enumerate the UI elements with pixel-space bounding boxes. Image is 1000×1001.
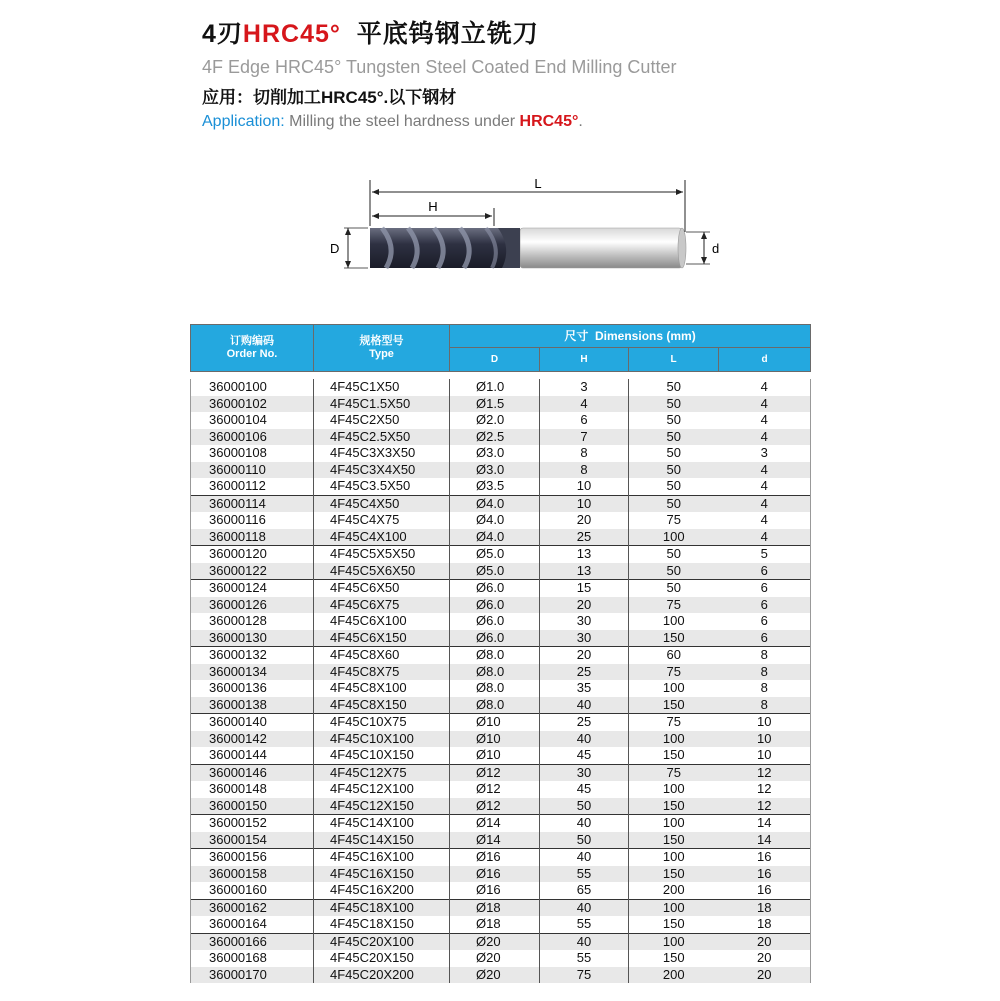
cell-d: Ø6.0 [450,597,540,614]
cell-type: 4F45C3X4X50 [314,462,450,479]
cell-h: 8 [540,462,629,479]
cell-h: 30 [540,613,629,630]
table-row [191,916,811,933]
cell-d-shank: 6 [719,613,811,630]
end-mill-drawing [320,170,740,280]
cell-d-shank: 12 [719,781,811,798]
cell-d-shank: 8 [719,647,811,664]
cell-l: 100 [629,815,719,832]
cell-d-shank: 10 [719,731,811,748]
cell-type: 4F45C14X150 [314,832,450,849]
cell-order: 36000150 [191,798,314,815]
cell-l: 50 [629,412,719,429]
cell-d: Ø5.0 [450,546,540,563]
cell-d-shank: 6 [719,597,811,614]
cell-l: 50 [629,478,719,495]
cell-l: 100 [629,613,719,630]
cell-h: 10 [540,478,629,495]
cell-order: 36000152 [191,815,314,832]
cell-d-shank: 16 [719,882,811,899]
cell-type: 4F45C6X150 [314,630,450,647]
cell-order: 36000160 [191,882,314,899]
cell-h: 40 [540,731,629,748]
cell-d-shank: 12 [719,798,811,815]
cell-type: 4F45C12X100 [314,781,450,798]
cell-order: 36000110 [191,462,314,479]
header-type [314,325,450,372]
cell-l: 50 [629,429,719,446]
table-row [191,563,811,580]
cell-d-shank: 4 [719,512,811,529]
cell-h: 40 [540,849,629,866]
cell-order: 36000102 [191,396,314,413]
cell-d: Ø16 [450,849,540,866]
cell-d: Ø20 [450,933,540,950]
cell-d: Ø6.0 [450,613,540,630]
cell-l: 60 [629,647,719,664]
cell-type: 4F45C4X50 [314,495,450,512]
cell-h: 8 [540,445,629,462]
cell-d-shank: 10 [719,714,811,731]
header [202,14,676,131]
cell-type: 4F45C5X6X50 [314,563,450,580]
cell-h: 40 [540,899,629,916]
cell-order: 36000148 [191,781,314,798]
cell-d-shank: 10 [719,747,811,764]
end-mill-diagram [320,170,740,285]
cell-l: 50 [629,445,719,462]
cell-d-shank: 16 [719,849,811,866]
cell-d: Ø20 [450,950,540,967]
table-row [191,429,811,446]
header-dimensions: 尺寸 Dimensions (mm) [450,325,811,348]
cell-l: 75 [629,597,719,614]
cell-h: 55 [540,866,629,883]
cell-order: 36000112 [191,478,314,495]
cell-type: 4F45C10X150 [314,747,450,764]
cell-d-shank: 18 [719,899,811,916]
cell-l: 150 [629,916,719,933]
cell-l: 100 [629,731,719,748]
cell-d: Ø18 [450,899,540,916]
table-body [191,379,811,983]
header-D: D [450,348,540,372]
header-order-cn: 订购编码 [230,335,274,347]
table-row [191,664,811,681]
table-row [191,647,811,664]
table-row [191,747,811,764]
cell-type: 4F45C10X75 [314,714,450,731]
cell-type: 4F45C8X100 [314,680,450,697]
application-en [202,113,676,131]
cell-h: 20 [540,647,629,664]
table-row [191,714,811,731]
cell-l: 75 [629,664,719,681]
cell-d-shank: 4 [719,412,811,429]
table-row [191,412,811,429]
table-row [191,832,811,849]
cell-d-shank: 14 [719,815,811,832]
cell-h: 15 [540,580,629,597]
cell-h: 35 [540,680,629,697]
cell-l: 150 [629,630,719,647]
cell-type: 4F45C20X200 [314,967,450,984]
cell-h: 65 [540,882,629,899]
cell-type: 4F45C1X50 [314,379,450,396]
cell-order: 36000134 [191,664,314,681]
table-row [191,815,811,832]
spec-table-wrap [190,324,810,983]
cell-d-shank: 4 [719,396,811,413]
cell-d: Ø8.0 [450,697,540,714]
cell-l: 100 [629,933,719,950]
subtitle: 4F Edge HRC45° Tungsten Steel Coated End Milling Cutter [202,57,677,77]
cell-h: 40 [540,697,629,714]
cell-order: 36000158 [191,866,314,883]
cell-type: 4F45C4X100 [314,529,450,546]
table-row [191,546,811,563]
cell-d: Ø3.5 [450,478,540,495]
cell-d-shank: 3 [719,445,811,462]
table-row [191,899,811,916]
cell-type: 4F45C20X150 [314,950,450,967]
cell-d: Ø8.0 [450,664,540,681]
table-row [191,445,811,462]
cell-l: 50 [629,495,719,512]
table-row [191,613,811,630]
cell-d-shank: 20 [719,933,811,950]
table-row [191,849,811,866]
cell-h: 20 [540,597,629,614]
cell-d: Ø8.0 [450,647,540,664]
cell-d: Ø16 [450,882,540,899]
cell-order: 36000132 [191,647,314,664]
cell-type: 4F45C2X50 [314,412,450,429]
cell-l: 100 [629,781,719,798]
cell-d: Ø12 [450,781,540,798]
cell-l: 100 [629,680,719,697]
cell-d: Ø12 [450,764,540,781]
cell-l: 150 [629,832,719,849]
header-type-en: Type [369,348,394,360]
header-type-cn: 规格型号 [359,335,404,347]
cell-order: 36000130 [191,630,314,647]
cell-h: 55 [540,950,629,967]
cell-d: Ø14 [450,832,540,849]
cell-d: Ø3.0 [450,445,540,462]
page-title [202,14,676,50]
title-prefix: 4刃 [202,20,243,48]
table-row [191,495,811,512]
cell-d: Ø14 [450,815,540,832]
cell-order: 36000136 [191,680,314,697]
cell-type: 4F45C16X150 [314,866,450,883]
table-row [191,933,811,950]
cell-type: 4F45C1.5X50 [314,396,450,413]
cell-order: 36000126 [191,597,314,614]
cell-d: Ø10 [450,747,540,764]
cell-order: 36000118 [191,529,314,546]
table-row [191,967,811,984]
cell-l: 150 [629,697,719,714]
cell-l: 50 [629,563,719,580]
cell-h: 13 [540,563,629,580]
table-row [191,396,811,413]
table-row [191,680,811,697]
cell-h: 30 [540,764,629,781]
cell-d-shank: 4 [719,462,811,479]
table-row [191,512,811,529]
cell-d-shank: 4 [719,529,811,546]
cell-l: 75 [629,714,719,731]
cell-d: Ø20 [450,967,540,984]
cell-h: 40 [540,933,629,950]
label-H: H [428,199,438,214]
cell-type: 4F45C10X100 [314,731,450,748]
cell-l: 50 [629,580,719,597]
cell-l: 150 [629,950,719,967]
table-row [191,731,811,748]
cell-d: Ø4.0 [450,529,540,546]
cell-type: 4F45C3.5X50 [314,478,450,495]
cell-order: 36000116 [191,512,314,529]
header-order-en: Order No. [226,348,278,360]
cell-d: Ø4.0 [450,495,540,512]
cell-h: 20 [540,512,629,529]
cell-type: 4F45C20X100 [314,933,450,950]
cell-type: 4F45C18X150 [314,916,450,933]
cell-d-shank: 8 [719,697,811,714]
header-order [191,325,314,372]
cell-d: Ø18 [450,916,540,933]
cell-d-shank: 4 [719,478,811,495]
application-text: Milling the steel hardness under [284,113,520,130]
cell-d-shank: 18 [719,916,811,933]
application-hrc: HRC45° [519,113,579,130]
cell-order: 36000164 [191,916,314,933]
title-hrc: HRC45° [242,20,341,48]
cell-l: 50 [629,462,719,479]
cell-order: 36000144 [191,747,314,764]
cell-order: 36000154 [191,832,314,849]
cell-order: 36000104 [191,412,314,429]
label-D: D [330,241,340,256]
cell-d: Ø1.0 [450,379,540,396]
cell-h: 10 [540,495,629,512]
cell-h: 45 [540,781,629,798]
header-L: L [629,348,719,372]
cell-type: 4F45C14X100 [314,815,450,832]
cell-type: 4F45C8X150 [314,697,450,714]
cell-d: Ø10 [450,731,540,748]
header-H: H [540,348,629,372]
cell-h: 50 [540,798,629,815]
cell-d: Ø1.5 [450,396,540,413]
cell-d-shank: 8 [719,664,811,681]
cell-h: 25 [540,714,629,731]
cell-h: 4 [540,396,629,413]
cell-l: 200 [629,967,719,984]
cell-order: 36000146 [191,764,314,781]
cell-order: 36000140 [191,714,314,731]
cell-d: Ø6.0 [450,580,540,597]
cell-d-shank: 6 [719,563,811,580]
cell-d: Ø5.0 [450,563,540,580]
cell-d-shank: 6 [719,630,811,647]
cell-d: Ø3.0 [450,462,540,479]
cell-l: 75 [629,764,719,781]
table-row [191,697,811,714]
cell-type: 4F45C6X50 [314,580,450,597]
cell-type: 4F45C3X3X50 [314,445,450,462]
cell-type: 4F45C12X150 [314,798,450,815]
cell-d: Ø12 [450,798,540,815]
cell-order: 36000128 [191,613,314,630]
cell-l: 100 [629,529,719,546]
cell-type: 4F45C16X100 [314,849,450,866]
cell-h: 50 [540,832,629,849]
cell-l: 75 [629,512,719,529]
spec-table [190,324,811,983]
cell-order: 36000170 [191,967,314,984]
cell-order: 36000124 [191,580,314,597]
cell-order: 36000106 [191,429,314,446]
cell-order: 36000166 [191,933,314,950]
application-label: Application: [202,113,285,130]
cell-d: Ø4.0 [450,512,540,529]
cell-h: 40 [540,815,629,832]
cell-d: Ø8.0 [450,680,540,697]
cell-type: 4F45C12X75 [314,764,450,781]
cell-l: 50 [629,396,719,413]
header-d: d [719,348,811,372]
cell-type: 4F45C2.5X50 [314,429,450,446]
cell-type: 4F45C4X75 [314,512,450,529]
cell-h: 55 [540,916,629,933]
cell-type: 4F45C18X100 [314,899,450,916]
cell-d: Ø10 [450,714,540,731]
cell-order: 36000156 [191,849,314,866]
table-row [191,529,811,546]
shank [520,228,682,268]
table-row [191,462,811,479]
cell-l: 200 [629,882,719,899]
cell-d-shank: 6 [719,580,811,597]
cell-l: 150 [629,747,719,764]
cell-type: 4F45C6X100 [314,613,450,630]
cell-h: 30 [540,630,629,647]
cell-h: 7 [540,429,629,446]
table-row [191,781,811,798]
cell-d-shank: 20 [719,967,811,984]
cell-d: Ø2.0 [450,412,540,429]
cell-d-shank: 20 [719,950,811,967]
cell-order: 36000114 [191,495,314,512]
table-row [191,798,811,815]
cell-type: 4F45C8X75 [314,664,450,681]
cell-d-shank: 16 [719,866,811,883]
title-suffix: 平底钨钢立铣刀 [340,20,539,48]
cell-h: 6 [540,412,629,429]
cell-d-shank: 4 [719,495,811,512]
application-cn: 应用：切削加工HRC45°.以下钢材 [202,88,457,107]
cell-l: 50 [629,546,719,563]
table-row [191,379,811,396]
label-d: d [712,241,720,256]
cell-l: 100 [629,849,719,866]
cell-order: 36000168 [191,950,314,967]
table-row [191,950,811,967]
application-end: . [578,113,583,130]
cell-type: 4F45C5X5X50 [314,546,450,563]
cell-d-shank: 4 [719,429,811,446]
cell-l: 150 [629,866,719,883]
cell-d: Ø16 [450,866,540,883]
cell-l: 100 [629,899,719,916]
cell-d-shank: 12 [719,764,811,781]
cell-d-shank: 8 [719,680,811,697]
cell-order: 36000162 [191,899,314,916]
cell-order: 36000100 [191,379,314,396]
table-row [191,630,811,647]
cell-d-shank: 14 [719,832,811,849]
table-row [191,866,811,883]
cell-d: Ø2.5 [450,429,540,446]
cell-type: 4F45C16X200 [314,882,450,899]
table-row [191,764,811,781]
cell-order: 36000108 [191,445,314,462]
table-row [191,580,811,597]
cell-d: Ø6.0 [450,630,540,647]
cell-type: 4F45C6X75 [314,597,450,614]
cell-h: 25 [540,664,629,681]
cell-h: 3 [540,379,629,396]
cell-order: 36000142 [191,731,314,748]
cell-h: 45 [540,747,629,764]
label-L: L [534,176,542,191]
cell-h: 13 [540,546,629,563]
table-row [191,478,811,495]
cell-order: 36000122 [191,563,314,580]
cell-h: 25 [540,529,629,546]
cell-l: 150 [629,798,719,815]
cell-order: 36000138 [191,697,314,714]
table-row [191,882,811,899]
cell-type: 4F45C8X60 [314,647,450,664]
table-row [191,597,811,614]
cell-l: 50 [629,379,719,396]
cell-d-shank: 5 [719,546,811,563]
cell-h: 75 [540,967,629,984]
cell-d-shank: 4 [719,379,811,396]
cell-order: 36000120 [191,546,314,563]
